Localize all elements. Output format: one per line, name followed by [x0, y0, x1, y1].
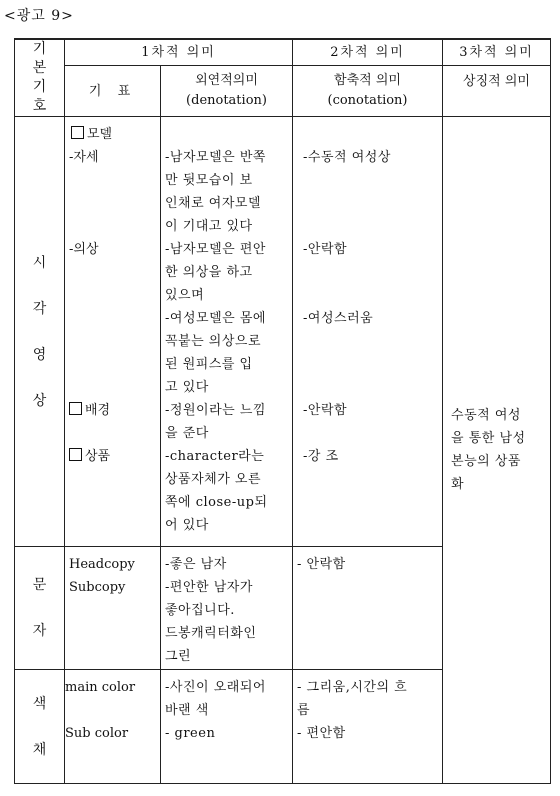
background-connotation: -안락함 — [303, 403, 348, 418]
pose-denotation-line: 이 기대고 있다 — [165, 219, 253, 234]
subcopy-label: Subcopy — [69, 580, 126, 595]
visual-category-char: 상 — [32, 392, 47, 409]
product-connotation: -강 조 — [303, 449, 339, 464]
clothing-denotation-line: 있으며 — [165, 288, 205, 303]
semiotic-analysis-table — [14, 38, 551, 784]
clothing-label: -의상 — [69, 242, 99, 257]
symbolic-meaning-line: 을 통한 남성 — [451, 431, 526, 446]
text-signifiers — [65, 547, 161, 670]
sub-color-connotation: - 편안함 — [297, 726, 346, 741]
denotation-label: 외연적의미 — [195, 73, 258, 89]
checkbox-icon — [69, 448, 82, 461]
checkbox-icon — [71, 126, 84, 139]
color-connotations — [293, 670, 443, 784]
signifier-header: 기 표 — [65, 66, 161, 117]
basic-symbol-char: 호 — [32, 98, 47, 114]
checkbox-icon — [69, 402, 82, 415]
visual-image-row — [15, 117, 551, 547]
basic-symbol-char: 기 — [32, 79, 47, 95]
sub-color-denotation: - green — [165, 726, 216, 741]
visual-category-char: 시 — [32, 254, 47, 271]
main-color-label: main color — [65, 680, 136, 695]
basic-symbol-char: 본 — [32, 60, 47, 76]
text-category-char: 자 — [32, 623, 47, 639]
main-color-connotation-line: - 그리움,시간의 흐 — [297, 680, 408, 695]
visual-denotations — [161, 117, 293, 547]
pose-connotation: -수동적 여성상 — [303, 150, 391, 165]
clothing-connotation: -여성스러움 — [303, 311, 374, 326]
product-denotation-line: 쪽에 close-up되 — [165, 495, 268, 510]
subcopy-denotation-line: 좋아집니다. — [165, 603, 235, 618]
subcopy-denotation-line: 드봉캐릭터화인 — [165, 626, 257, 641]
connotation-english: (conotation) — [327, 93, 408, 109]
color-category — [15, 670, 65, 784]
visual-signifiers — [65, 117, 161, 547]
product-denotation-line: 상품자체가 오른 — [165, 472, 262, 487]
clothing-denotation-line: 꼭붙는 의상으로 — [165, 334, 262, 349]
text-denotations — [161, 547, 293, 670]
sub-color-label: Sub color — [65, 726, 129, 741]
basic-symbol-char: 기 — [32, 41, 47, 57]
product-label: 상품 — [85, 449, 111, 464]
clothing-denotation-line: -여성모델은 몸에 — [165, 311, 266, 326]
connotation-label: 함축적 의미 — [334, 73, 401, 89]
symbolic-meaning-line: 수동적 여성 — [451, 408, 521, 423]
clothing-connotation: -안락함 — [303, 242, 348, 257]
clothing-denotation-line: 된 원피스를 입 — [165, 357, 253, 372]
pose-denotation-line: 만 뒷모습이 보 — [165, 173, 253, 188]
header-row-2 — [15, 66, 551, 117]
clothing-denotation-line: 고 있다 — [165, 380, 209, 395]
pose-denotation-line: -남자모델은 반쪽 — [165, 150, 266, 165]
subcopy-denotation-line: -편안한 남자가 — [165, 580, 253, 595]
product-label-line — [69, 445, 160, 468]
text-connotation: - 안락함 — [297, 557, 346, 572]
visual-category — [15, 117, 65, 547]
color-signifiers — [65, 670, 161, 784]
clothing-denotation-line: 한 의상을 하고 — [165, 265, 253, 280]
product-denotation-line: -character라는 — [165, 449, 265, 464]
headcopy-label: Headcopy — [69, 557, 135, 572]
background-denotation-line: 을 준다 — [165, 426, 209, 441]
connotation-header — [293, 66, 443, 117]
visual-category-char: 각 — [32, 300, 47, 317]
basic-symbol-header — [15, 39, 65, 117]
symbolic-meaning-line: 화 — [451, 477, 465, 492]
model-heading — [69, 123, 160, 146]
third-meaning-header: 3차적 의미 — [443, 39, 551, 66]
color-category-char: 색 — [32, 695, 47, 712]
symbolic-meaning-line: 본능의 상품 — [451, 454, 521, 469]
product-denotation-line: 어 있다 — [165, 518, 209, 533]
figure-caption: <광고 9> — [4, 8, 74, 24]
headcopy-denotation: -좋은 남자 — [165, 557, 227, 572]
color-denotations — [161, 670, 293, 784]
header-row-1 — [15, 39, 551, 66]
clothing-denotation-line: -남자모델은 편안 — [165, 242, 266, 257]
denotation-english: (denotation) — [186, 93, 267, 109]
background-label: 배경 — [85, 403, 111, 418]
visual-connotations — [293, 117, 443, 547]
model-heading-label: 모델 — [87, 127, 113, 142]
main-color-connotation-line: 름 — [297, 703, 311, 718]
color-category-char: 채 — [32, 741, 47, 758]
first-meaning-header: 1차적 의미 — [65, 39, 293, 66]
background-label-line — [69, 399, 160, 422]
main-color-denotation-line: 바랜 색 — [165, 703, 209, 718]
visual-category-char: 영 — [32, 346, 47, 363]
symbolic-meaning-cell — [443, 117, 551, 784]
subcopy-denotation-line: 그린 — [165, 649, 192, 664]
text-category-char: 문 — [32, 577, 47, 593]
text-connotations — [293, 547, 443, 670]
background-denotation-line: -정원이라는 느낌 — [165, 403, 266, 418]
symbolic-header: 상징적 의미 — [443, 66, 551, 117]
pose-label: -자세 — [69, 150, 99, 165]
second-meaning-header: 2차적 의미 — [293, 39, 443, 66]
pose-denotation-line: 인채로 여자모델 — [165, 196, 262, 211]
denotation-header — [161, 66, 293, 117]
main-color-denotation-line: -사진이 오래되어 — [165, 680, 266, 695]
text-category — [15, 547, 65, 670]
